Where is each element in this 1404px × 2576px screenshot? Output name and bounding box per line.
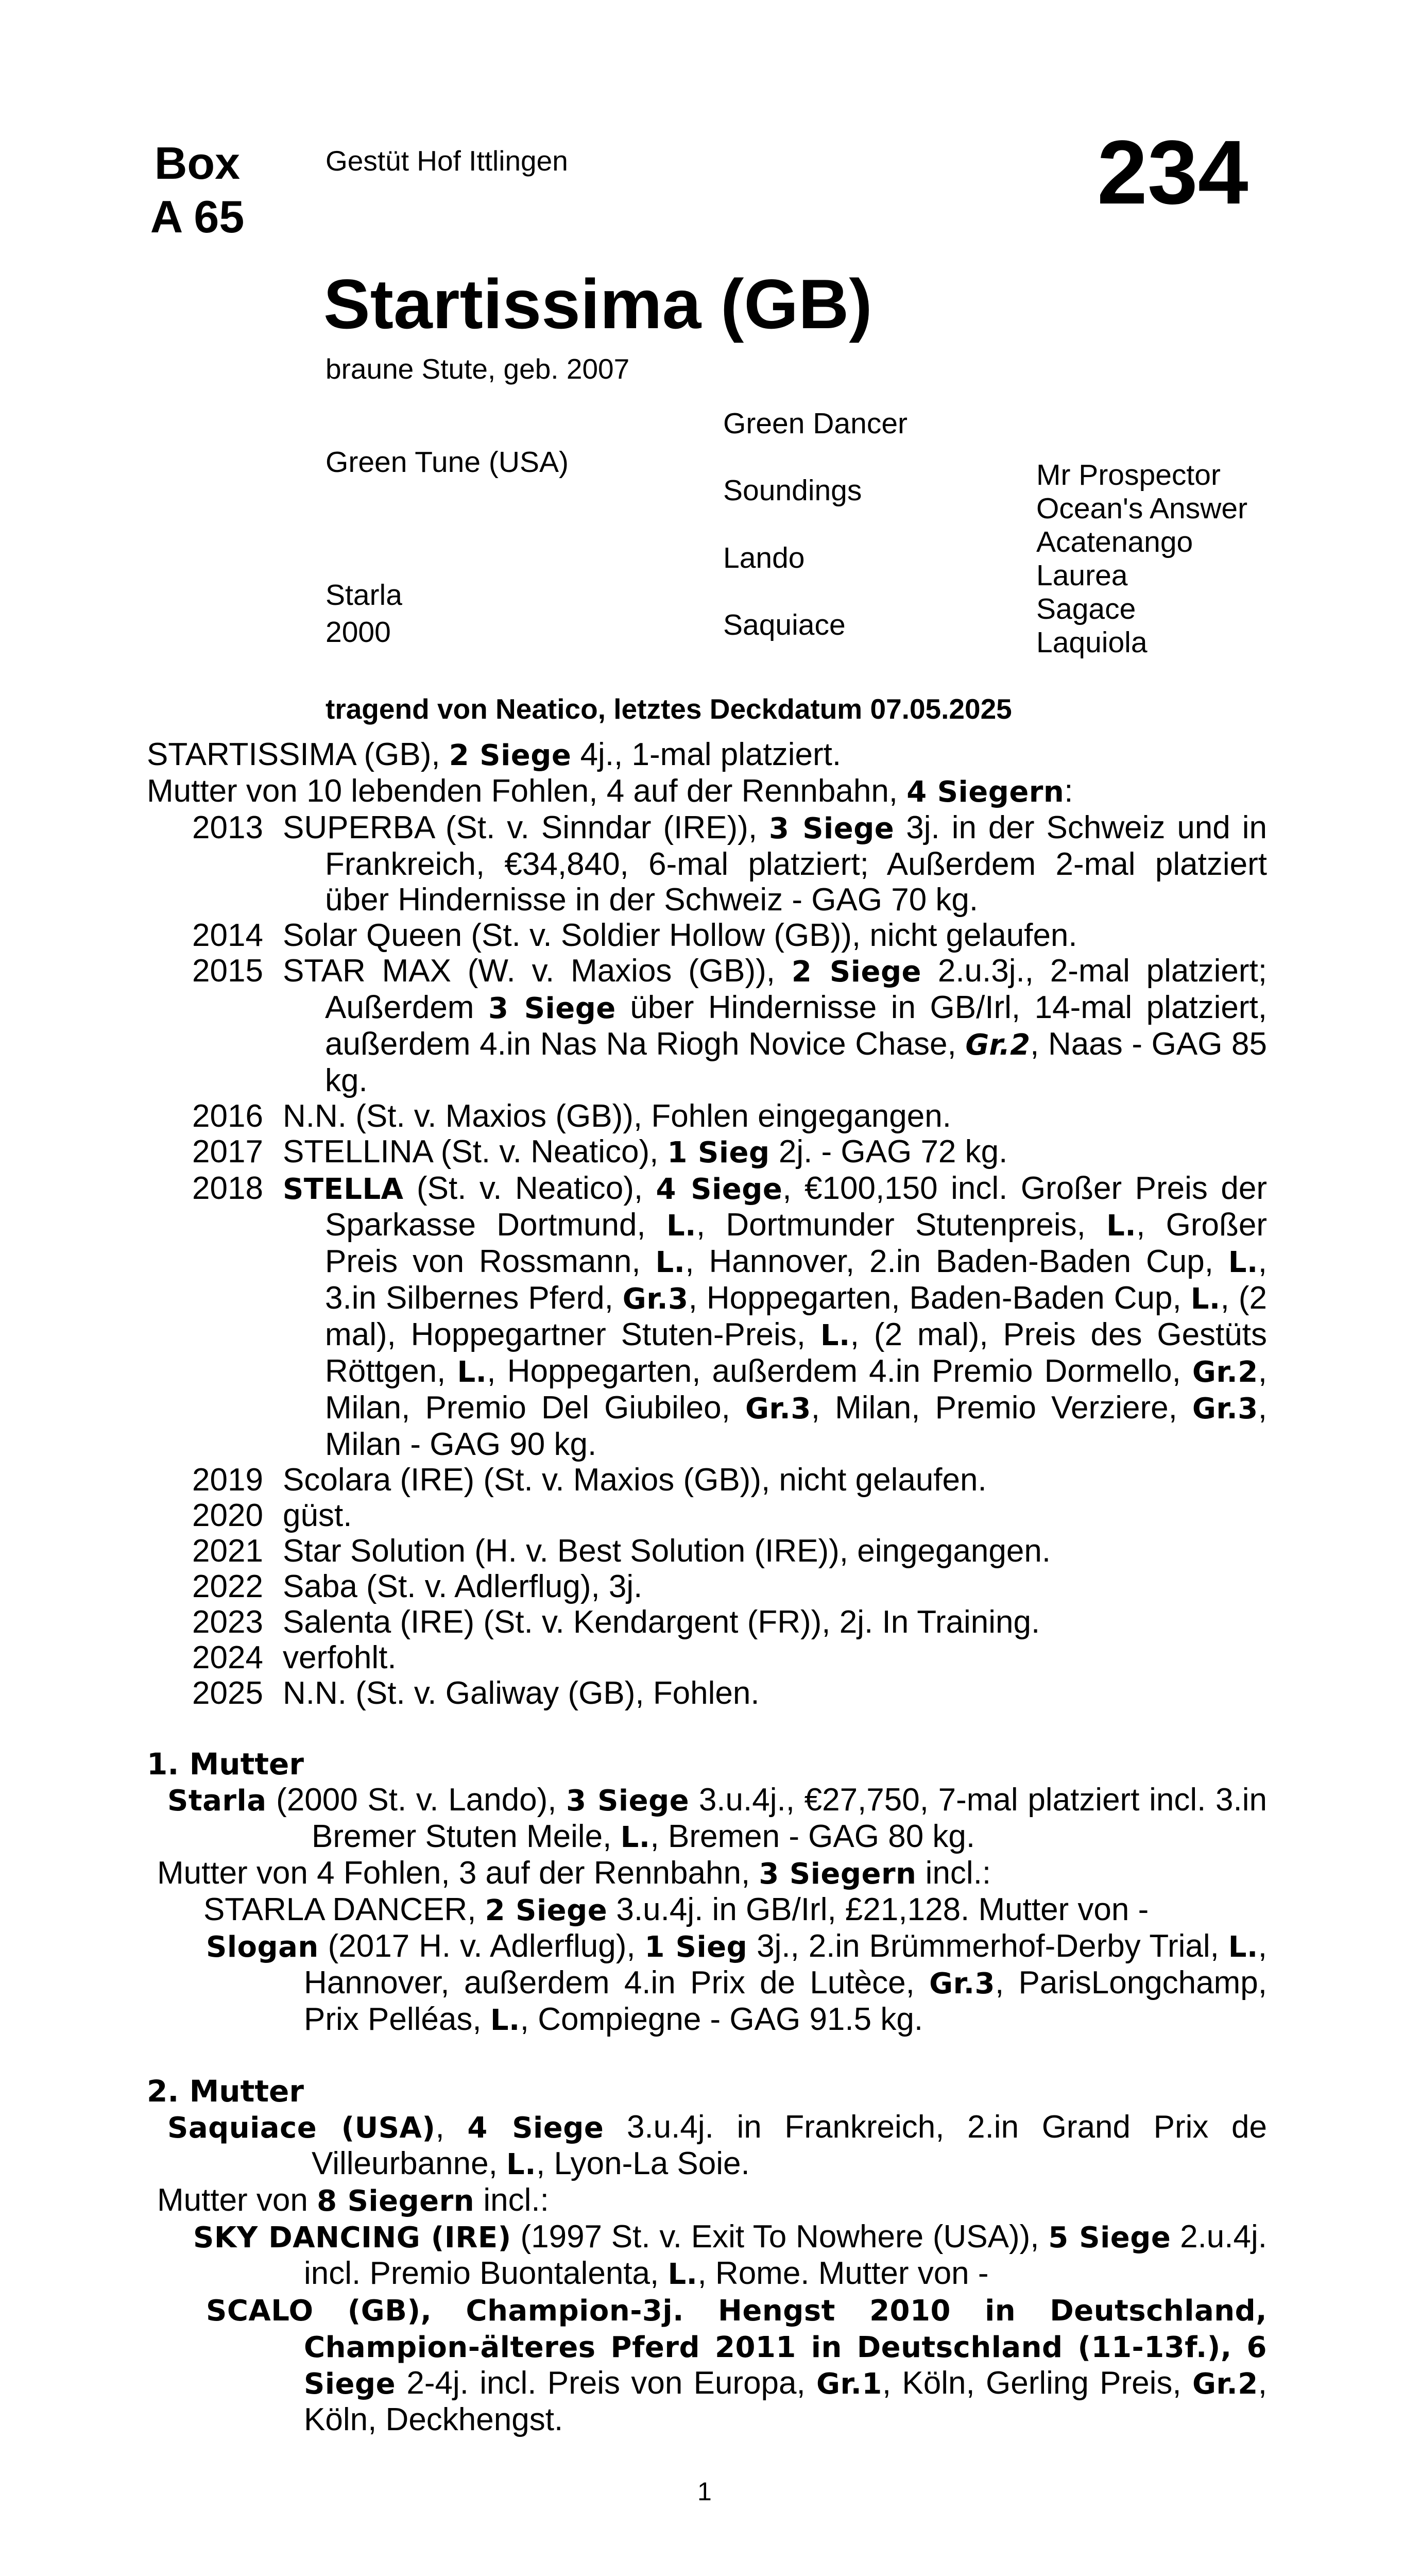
text: 2j. - GAG 72 kg.: [769, 1134, 1008, 1170]
text: güst.: [283, 1498, 352, 1533]
box-label-line1: Box: [154, 138, 241, 189]
text: , Hannover, außerdem 4.in Prix de Lutèce,: [304, 1928, 1267, 2001]
first-dam-produce: [157, 1855, 1267, 1892]
text: incl.:: [916, 1855, 991, 1891]
bold-text: L.: [667, 2258, 698, 2291]
produce-year: 2013: [192, 810, 263, 845]
produce-year: 2016: [192, 1098, 263, 1134]
bold-text: Gr.3: [622, 1282, 689, 1316]
text: Mutter von: [157, 2182, 317, 2218]
bold-text: L.: [1190, 1282, 1221, 1316]
text: Star Solution (H. v. Best Solution (IRE)), eingegangen.: [283, 1533, 1051, 1569]
pedigree-dam-dam: Saquiace: [723, 608, 846, 641]
box-label: [146, 137, 249, 244]
produce-year: 2019: [192, 1462, 263, 1498]
pedigree-dam: Starla: [326, 579, 402, 612]
bold-text: 5 Siege: [1048, 2221, 1171, 2255]
text: (2000 St. v. Lando),: [266, 1782, 567, 1818]
bold-text: Gr.1: [816, 2367, 882, 2401]
bold-text: L.: [620, 1821, 650, 1854]
text: 3.u.4j. in Frankreich, 2.in Grand Prix de Villeurbanne,: [312, 2109, 1268, 2181]
text: Scolara (IRE) (St. v. Maxios (GB)), nicht gelaufen.: [283, 1462, 987, 1498]
text: STARLA DANCER,: [203, 1892, 485, 1927]
text: Salenta (IRE) (St. v. Kendargent (FR)), 2j. In Training.: [283, 1604, 1040, 1640]
bold-text: 8 Siegern: [317, 2184, 475, 2218]
text: Solar Queen (St. v. Soldier Hollow (GB)), nicht gelaufen.: [283, 918, 1077, 953]
bold-text: L.: [1228, 1930, 1258, 1964]
text: , €100,150 incl. Großer Preis der Sparkasse Dortmund,: [325, 1171, 1267, 1243]
text: , 3.in Silbernes Pferd,: [325, 1244, 1267, 1316]
produce-item: [192, 1098, 1267, 1134]
text: SUPERBA (St. v. Sinndar (IRE)),: [283, 810, 769, 845]
text: N.N. (St. v. Maxios (GB)), Fohlen eingegangen.: [283, 1098, 951, 1134]
bold-text: 1 Sieg: [644, 1930, 748, 1964]
bold-text: Gr.2: [1192, 1355, 1258, 1389]
text: , Rome. Mutter von -: [697, 2256, 989, 2291]
bold-text: SKY DANCING (IRE): [193, 2221, 511, 2255]
pedigree-third-generation: [1036, 459, 1397, 659]
pedigree-dam-year: 2000: [326, 616, 391, 649]
produce-item: [192, 1640, 1267, 1675]
text: (St. v. Neatico),: [403, 1171, 656, 1206]
text: STAR MAX (W. v. Maxios (GB)),: [283, 953, 792, 989]
pedigree-sire-sire: Green Dancer: [723, 407, 908, 440]
produce-year: 2025: [192, 1675, 263, 1711]
text: , Hoppegarten, außerdem 4.in Premio Dormello,: [487, 1353, 1192, 1389]
text: , Naas - GAG 85 kg.: [325, 1026, 1267, 1098]
text: incl.:: [474, 2182, 549, 2218]
text: 2.u.3j., 2-mal platziert; Außerdem: [325, 953, 1267, 1025]
second-dam-grand-offspring: [147, 2292, 1267, 2437]
pedigree-gen3-item: Mr Prospector: [1036, 459, 1221, 492]
page-number: 1: [697, 2477, 712, 2506]
text: 3j., 2.in Brümmerhof-Derby Trial,: [747, 1928, 1228, 1964]
text: 3j. in der Schweiz und in Frankreich, €34,840, 6-mal platziert; Außerdem 2-mal platziert über Hindernisse in der Schweiz - GAG 70 kg.: [325, 810, 1267, 918]
produce-year: 2024: [192, 1640, 263, 1675]
pedigree-dam-sire: Lando: [723, 541, 805, 574]
text: , Hoppegarten, Baden-Baden Cup,: [688, 1280, 1191, 1316]
bold-text: Gr.3: [745, 1392, 811, 1426]
bold-text: Gr.3: [1192, 1392, 1258, 1426]
bold-text: Gr.2: [965, 1028, 1031, 1062]
produce-year: 2015: [192, 953, 263, 989]
text: , Bremen - GAG 80 kg.: [650, 1819, 975, 1854]
text: , (2 mal), Preis des Gestüts Röttgen,: [325, 1317, 1267, 1389]
text: , Compiegne - GAG 91.5 kg.: [520, 2002, 923, 2037]
horse-name: Startissima (GB): [323, 265, 872, 343]
bold-text: 3 Siegern: [759, 1857, 917, 1891]
bold-text: L.: [820, 1319, 850, 1352]
pedigree-gen3-item: Acatenango: [1036, 526, 1193, 558]
text: (2017 H. v. Adlerflug),: [318, 1928, 645, 1964]
bold-text: 3 Siege: [488, 992, 616, 1025]
produce-year: 2023: [192, 1604, 263, 1640]
text: , Dortmunder Stutenpreis,: [696, 1207, 1107, 1243]
bold-text: L.: [1228, 1246, 1258, 1279]
mare-wins: 2 Siege: [449, 739, 572, 772]
second-dam-entry: [157, 2109, 1267, 2182]
text: Saba (St. v. Adlerflug), 3j.: [283, 1569, 643, 1604]
text: , Hannover, 2.in Baden-Baden Cup,: [685, 1244, 1228, 1279]
produce-summary-winners: 4 Siegern: [906, 775, 1065, 809]
text: 2.u.4j. incl. Premio Buontalenta,: [304, 2219, 1267, 2291]
produce-year: 2017: [192, 1134, 263, 1170]
bold-text: L.: [490, 2004, 520, 2037]
text: , Köln, Deckhengst.: [304, 2365, 1268, 2437]
produce-item: [192, 1134, 1267, 1171]
second-dam-offspring: [147, 2219, 1267, 2292]
first-dam-heading: 1. Mutter: [147, 1747, 304, 1782]
produce-item: [192, 810, 1267, 918]
produce-item: [192, 1569, 1267, 1604]
produce-year: 2014: [192, 918, 263, 953]
second-dam-heading: 2. Mutter: [147, 2074, 304, 2109]
produce-summary-text: Mutter von 10 lebenden Fohlen, 4 auf der Rennbahn,: [147, 773, 907, 809]
produce-item: [192, 918, 1267, 953]
pedigree-gen3-item: Sagace: [1036, 592, 1136, 625]
text: , Großer Preis von Rossmann,: [325, 1207, 1267, 1279]
race-record: [147, 737, 1267, 2437]
text: , Köln, Gerling Preis,: [882, 2365, 1192, 2401]
bold-text: Gr.2: [1192, 2367, 1258, 2401]
bold-text: 4 Siege: [467, 2111, 604, 2145]
bold-text: SCALO (GB), Champion-3j. Hengst 2010 in Deutschland, Champion-älteres Pferd 2011 in Deutschland (11-13f.), 6 Siege: [206, 2294, 1267, 2401]
covering-note: tragend von Neatico, letztes Deckdatum 07.05.2025: [326, 693, 1012, 725]
mare-summary-rest: 4j., 1-mal platziert.: [571, 737, 842, 772]
mare-name-text: STARTISSIMA (GB),: [147, 737, 449, 772]
produce-item: [192, 953, 1267, 1098]
bold-text: 3 Siege: [566, 1784, 690, 1818]
bold-text: L.: [666, 1209, 696, 1243]
produce-year: 2022: [192, 1569, 263, 1604]
pedigree-sire: Green Tune (USA): [326, 446, 569, 479]
text: , Milan - GAG 90 kg.: [325, 1390, 1267, 1462]
produce-item: [192, 1604, 1267, 1640]
bold-text: Slogan: [206, 1930, 319, 1964]
lot-number: 234: [1097, 122, 1248, 223]
text: 3.u.4j. in GB/Irl, £21,128. Mutter von -: [607, 1892, 1149, 1927]
bold-text: L.: [457, 1355, 487, 1389]
produce-year: 2018: [192, 1171, 263, 1206]
bold-text: L.: [1106, 1209, 1137, 1243]
produce-summary-colon: :: [1064, 773, 1073, 809]
pedigree-gen3-item: Laurea: [1036, 559, 1128, 592]
text: verfohlt.: [283, 1640, 397, 1675]
bold-text: STELLA: [283, 1173, 404, 1206]
produce-item: [192, 1171, 1267, 1462]
bold-text: Starla: [167, 1784, 267, 1818]
pedigree-gen3-item: Laquiola: [1036, 626, 1148, 659]
bold-text: 3 Siege: [769, 812, 895, 845]
bold-text: 2 Siege: [791, 955, 922, 989]
produce-item: [192, 1462, 1267, 1498]
pedigree-gen3-item: Ocean's Answer: [1036, 492, 1248, 525]
produce-year: 2020: [192, 1498, 263, 1533]
mare-summary: [147, 737, 1267, 773]
produce-item: [192, 1533, 1267, 1569]
bold-text: Saquiace (USA): [167, 2111, 436, 2145]
bold-text: Gr.3: [929, 1967, 995, 2001]
second-dam-produce: [157, 2182, 1267, 2219]
text: N.N. (St. v. Galiway (GB), Fohlen.: [283, 1675, 760, 1711]
bold-text: 4 Siege: [656, 1173, 783, 1206]
produce-item: [192, 1498, 1267, 1533]
pedigree-sire-dam: Soundings: [723, 474, 862, 507]
text: , Milan, Premio Del Giubileo,: [325, 1353, 1267, 1426]
text: 3.u.4j., €27,750, 7-mal platziert incl. 3.in Bremer Stuten Meile,: [312, 1782, 1267, 1854]
text: , (2 mal), Hoppegartner Stuten-Preis,: [325, 1280, 1267, 1352]
bold-text: 2 Siege: [485, 1894, 608, 1927]
produce-year: 2021: [192, 1533, 263, 1569]
produce-summary: [147, 773, 1267, 810]
bold-text: L.: [506, 2148, 536, 2181]
breeder-name: Gestüt Hof Ittlingen: [326, 145, 568, 177]
first-dam-entry: [157, 1782, 1267, 1855]
first-dam-offspring: [203, 1892, 1267, 1928]
text: über Hindernisse in GB/Irl, 14-mal platziert, außerdem 4.in Nas Na Riogh Novice Chase,: [325, 990, 1267, 1062]
text: 2-4j. incl. Preis von Europa,: [396, 2365, 817, 2401]
text: (1997 St. v. Exit To Nowhere (USA)),: [511, 2219, 1049, 2255]
text: STELLINA (St. v. Neatico),: [283, 1134, 667, 1170]
horse-description: braune Stute, geb. 2007: [326, 353, 630, 385]
text: , Milan, Premio Verziere,: [811, 1390, 1192, 1426]
text: Mutter von 4 Fohlen, 3 auf der Rennbahn,: [157, 1855, 759, 1891]
text: , ParisLongchamp, Prix Pelléas,: [304, 1965, 1267, 2037]
text: , Lyon-La Soie.: [536, 2146, 750, 2181]
text: ,: [435, 2109, 468, 2145]
bold-text: L.: [655, 1246, 686, 1279]
first-dam-grand-offspring: [147, 1928, 1267, 2038]
produce-item: [192, 1675, 1267, 1711]
bold-text: 1 Sieg: [667, 1136, 770, 1170]
box-label-line2: A 65: [150, 191, 245, 242]
produce-list: [192, 810, 1267, 1711]
